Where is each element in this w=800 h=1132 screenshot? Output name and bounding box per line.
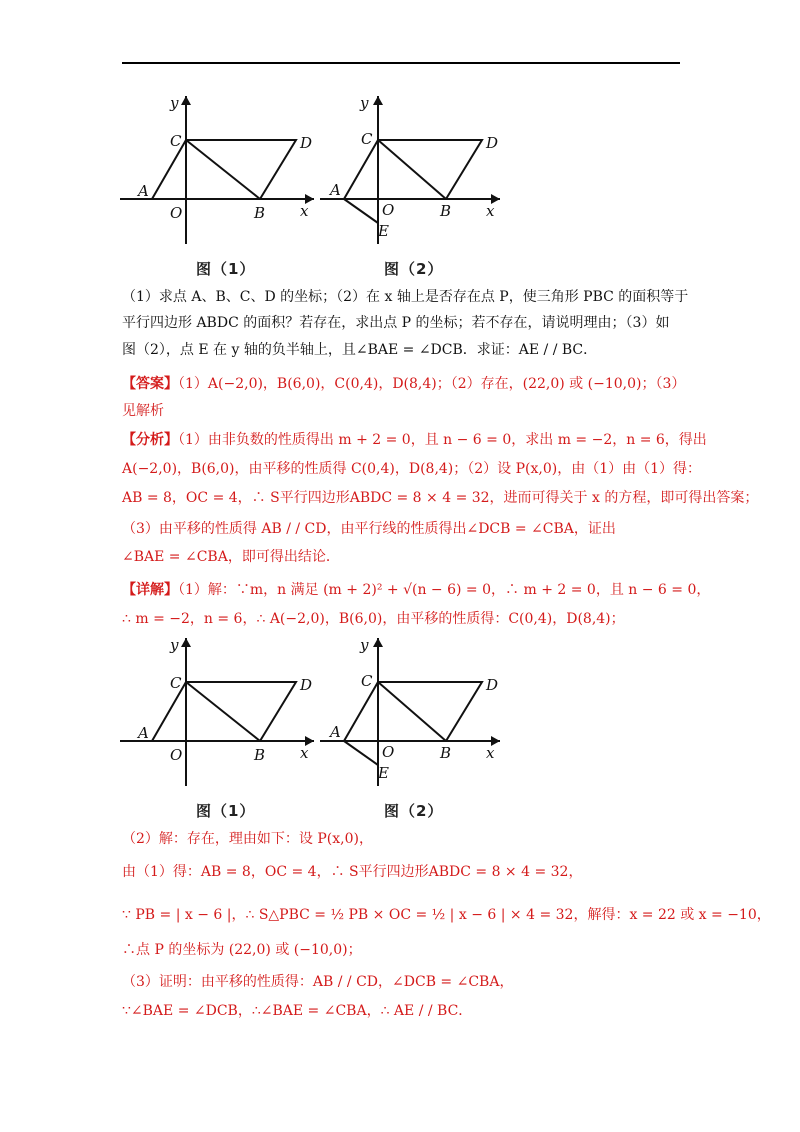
label-d: D xyxy=(486,676,499,694)
header-rule xyxy=(122,62,680,64)
figure-1-top xyxy=(118,92,318,252)
detail-line-7: （3）证明：由平移的性质得：AB / / CD，∠DCB = ∠CBA， xyxy=(122,974,514,990)
detail-line-5: ∵ PB = | x − 6 |，∴ S△PBC = ½ PB × OC = ½ | x − 6 | × 4 = 32，解得：x = 22 或 x = −10， xyxy=(122,907,771,923)
problem-line-1: （1）求点 A、B、C、D 的坐标；（2）在 x 轴上是否存在点 P，使三角形 PBC 的面积等于 xyxy=(122,289,689,305)
caption-figure-1-bottom: 图（1） xyxy=(196,802,256,820)
label-b: B xyxy=(254,204,266,222)
answer-tag: 【答案】 xyxy=(122,376,178,392)
caption-figure-2: 图（2） xyxy=(384,260,444,278)
analysis-tag: 【分析】 xyxy=(122,432,178,448)
label-o: O xyxy=(382,743,395,761)
label-x: x xyxy=(300,202,309,220)
detail-line-1 xyxy=(122,580,710,600)
analysis-line-1 xyxy=(122,430,707,450)
label-d: D xyxy=(300,676,313,694)
detail-line-2: ∴ m = −2，n = 6，∴ A(−2,0)，B(6,0)，由平移的性质得：C(0,4)，D(8,4)； xyxy=(122,611,625,627)
figure-2-top xyxy=(318,92,508,252)
detail-tag: 【详解】 xyxy=(122,582,178,598)
answer-text-1: （1）A(−2,0)，B(6,0)，C(0,4)，D(8,4)；（2）存在，(22,0) 或 (−10,0)；（3） xyxy=(178,376,686,392)
label-c: C xyxy=(170,132,182,150)
segment-cb xyxy=(186,682,260,741)
label-o: O xyxy=(382,201,395,219)
segment-cb xyxy=(186,140,260,199)
answer-line-1 xyxy=(122,374,685,394)
label-y: y xyxy=(170,636,179,654)
analysis-text-1: （1）由非负数的性质得出 m + 2 = 0，且 n − 6 = 0，求出 m = −2，n = 6，得出 xyxy=(178,432,707,448)
figure-2-bottom xyxy=(318,634,508,794)
label-a: A xyxy=(138,182,149,200)
label-d: D xyxy=(300,134,313,152)
segment-cb xyxy=(378,140,446,199)
problem-line-3: 图（2），点 E 在 y 轴的负半轴上，且∠BAE = ∠DCB．求证：AE / / BC． xyxy=(122,342,598,358)
y-arrow xyxy=(181,638,191,647)
answer-line-2: 见解析 xyxy=(122,403,164,419)
analysis-line-5: ∠BAE = ∠CBA，即可得出结论． xyxy=(122,549,340,565)
analysis-line-2: A(−2,0)，B(6,0)，由平移的性质得 C(0,4)，D(8,4)；（2）设 P(x,0)，由（1）由（1）得： xyxy=(122,461,702,477)
label-y: y xyxy=(360,636,369,654)
label-c: C xyxy=(361,672,373,690)
caption-figure-2-bottom: 图（2） xyxy=(384,802,444,820)
label-a: A xyxy=(138,724,149,742)
label-y: y xyxy=(170,94,179,112)
label-o: O xyxy=(170,204,183,222)
label-a: A xyxy=(330,181,341,199)
label-a: A xyxy=(330,723,341,741)
segment-ae xyxy=(344,741,378,765)
y-arrow xyxy=(373,638,383,647)
figure-1-bottom xyxy=(118,634,318,794)
caption-figure-1: 图（1） xyxy=(196,260,256,278)
detail-line-6: ∴点 P 的坐标为 (22,0) 或 (−10,0)； xyxy=(122,942,362,958)
y-arrow xyxy=(181,96,191,105)
label-b: B xyxy=(440,202,452,220)
segment-cb xyxy=(378,682,446,741)
label-b: B xyxy=(254,746,266,764)
label-e: E xyxy=(378,222,389,240)
detail-text-1: （1）解：∵m，n 满足 (m + 2)² + √(n − 6) = 0，∴ m + 2 = 0，且 n − 6 = 0， xyxy=(178,582,711,598)
label-c: C xyxy=(170,674,182,692)
problem-line-2: 平行四边形 ABDC 的面积？若存在，求出点 P 的坐标；若不存在，请说明理由；（3）如 xyxy=(122,315,670,331)
detail-line-8: ∵∠BAE = ∠DCB，∴∠BAE = ∠CBA，∴ AE / / BC． xyxy=(122,1003,473,1019)
label-x: x xyxy=(300,744,309,762)
segment-ae xyxy=(344,199,378,223)
label-x: x xyxy=(486,202,495,220)
label-c: C xyxy=(361,130,373,148)
analysis-line-4: （3）由平移的性质得 AB / / CD，由平行线的性质得出∠DCB = ∠CBA，证出 xyxy=(122,521,616,537)
detail-line-3: （2）解：存在，理由如下：设 P(x,0)， xyxy=(122,831,373,847)
label-d: D xyxy=(486,134,499,152)
label-x: x xyxy=(486,744,495,762)
label-b: B xyxy=(440,744,452,762)
y-arrow xyxy=(373,96,383,105)
label-y: y xyxy=(360,94,369,112)
label-e: E xyxy=(378,764,389,782)
analysis-line-3: AB = 8，OC = 4，∴ S平行四边形ABDC = 8 × 4 = 32，进而可得关于 x 的方程，即可得出答案； xyxy=(122,490,759,506)
detail-line-4: 由（1）得：AB = 8，OC = 4，∴ S平行四边形ABDC = 8 × 4 = 32， xyxy=(122,864,583,880)
label-o: O xyxy=(170,746,183,764)
